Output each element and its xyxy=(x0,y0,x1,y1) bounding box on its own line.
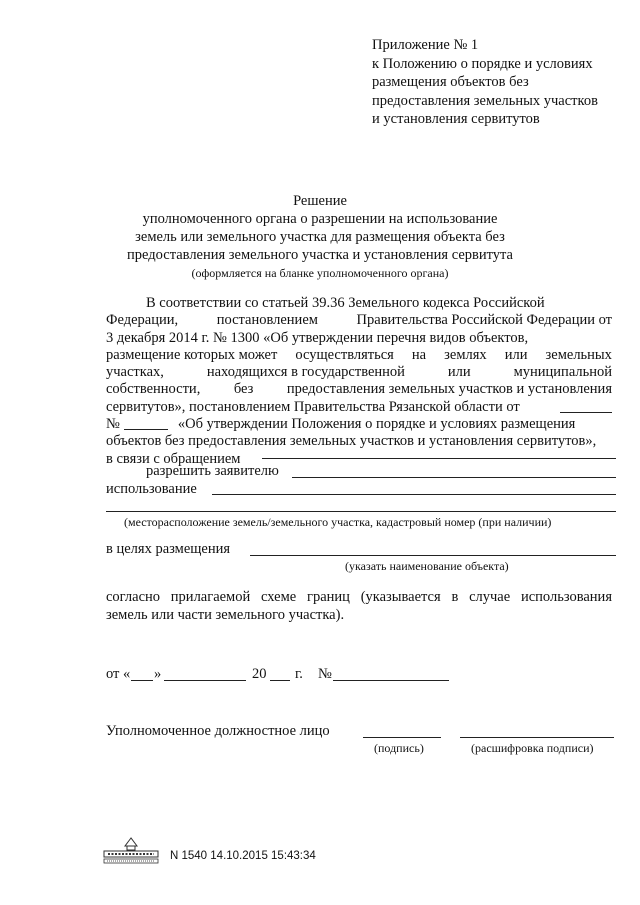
body-line-4 xyxy=(106,347,612,364)
decision-number-blank xyxy=(333,680,449,681)
body-text: Правительства Российской Федерации от xyxy=(356,312,612,329)
official-label: Уполномоченное должностное лицо xyxy=(106,723,330,739)
location-blank xyxy=(106,511,616,512)
scheme-line-2: земель или части земельного участка). xyxy=(106,607,345,623)
year-suffix: г. xyxy=(295,666,303,682)
body-text: осуществляться xyxy=(295,346,394,363)
object-caption: (указать наименование объекта) xyxy=(345,559,509,573)
usage-blank xyxy=(212,494,616,495)
date-from-label: от « xyxy=(106,666,131,682)
year-prefix: 20 xyxy=(252,666,267,682)
document-title xyxy=(0,192,640,282)
applicant-blank xyxy=(292,477,616,478)
title-line-2: земель или земельного участка для размещения объекта без xyxy=(135,229,505,245)
appendix-number: Приложение № 1 xyxy=(372,37,479,53)
appendix-header xyxy=(372,36,598,129)
date-close-quote: » xyxy=(154,666,162,682)
body-line-7 xyxy=(106,399,612,416)
purpose-label: в целях размещения xyxy=(106,541,231,557)
body-line-2 xyxy=(106,312,612,329)
scheme-line-1: согласно прилагаемой схеме границ (указывается в случае использования xyxy=(106,589,612,605)
appendix-line-3: предоставления земельных участков xyxy=(372,92,598,109)
appendix-line-4: и установления сервитутов xyxy=(372,111,540,127)
body-line-8 xyxy=(106,416,612,433)
decision-number-label: № xyxy=(318,666,332,682)
signature-blank xyxy=(363,737,441,738)
body-line-9 xyxy=(106,433,612,450)
usage-label: использование xyxy=(106,481,197,497)
body-text: находящихся в государственной xyxy=(206,364,405,381)
body-text: объектов без предоставления земельных участков и установления сервитутов», xyxy=(106,433,597,450)
body-text: или xyxy=(447,364,471,381)
title-note: (оформляется на бланке уполномоченного органа) xyxy=(191,266,449,280)
title-heading: Решение xyxy=(293,193,347,209)
purpose-blank xyxy=(250,555,616,556)
body-text: постановлением xyxy=(216,312,318,329)
signature-decode-blank xyxy=(460,737,614,738)
number-sign: № xyxy=(106,416,120,433)
body-text: земельных xyxy=(545,346,612,363)
date-blank xyxy=(560,399,612,413)
body-line-3 xyxy=(106,330,612,347)
applicant-request-blank xyxy=(262,458,616,459)
appendix-line-2: размещения объектов без xyxy=(372,74,529,90)
body-line-1 xyxy=(106,295,612,312)
body-line-6 xyxy=(106,381,612,398)
decode-caption: (расшифровка подписи) xyxy=(471,741,594,755)
body-text: в связи с обращением xyxy=(106,450,241,467)
permit-applicant-label: разрешить заявителю xyxy=(146,463,279,479)
body-text: землях xyxy=(444,346,487,363)
body-text: В соответствии со статьей 39.36 Земельного кодекса Российской xyxy=(146,295,545,311)
body-text: «Об утверждении Положения о порядке и условиях размещения xyxy=(177,416,576,433)
body-text: Федерации, xyxy=(106,312,179,329)
day-blank xyxy=(131,680,153,681)
year-blank xyxy=(270,680,290,681)
month-blank xyxy=(164,680,246,681)
registration-stamp-text: N 1540 14.10.2015 15:43:34 xyxy=(170,850,316,862)
appendix-line-1: к Положению о порядке и условиях xyxy=(372,55,593,72)
title-line-1: уполномоченного органа о разрешении на использование xyxy=(142,211,498,227)
body-line-5 xyxy=(106,364,612,381)
body-text: участках, xyxy=(106,364,164,381)
body-text: размещение которых может xyxy=(106,346,278,363)
body-text: или xyxy=(504,346,528,363)
body-text: без xyxy=(233,381,254,398)
number-blank xyxy=(124,416,168,430)
title-line-3: предоставления земельного участка и установления сервитута xyxy=(127,247,513,263)
body-text: собственности, xyxy=(106,381,201,398)
body-text: 3 декабря 2014 г. № 1300 «Об утверждении перечня видов объектов, xyxy=(106,329,529,346)
body-text: предоставления земельных участков и установления xyxy=(286,381,612,398)
body-text: муниципальной xyxy=(513,364,612,381)
body-text: сервитутов», постановлением Правительства Рязанской области от xyxy=(106,398,520,415)
body-text: на xyxy=(411,346,427,363)
location-caption: (месторасположение земель/земельного участка, кадастровый номер (при наличии) xyxy=(124,515,552,529)
body-paragraph xyxy=(106,295,612,468)
signature-caption: (подпись) xyxy=(374,741,424,755)
registry-stamp-icon xyxy=(103,836,159,866)
